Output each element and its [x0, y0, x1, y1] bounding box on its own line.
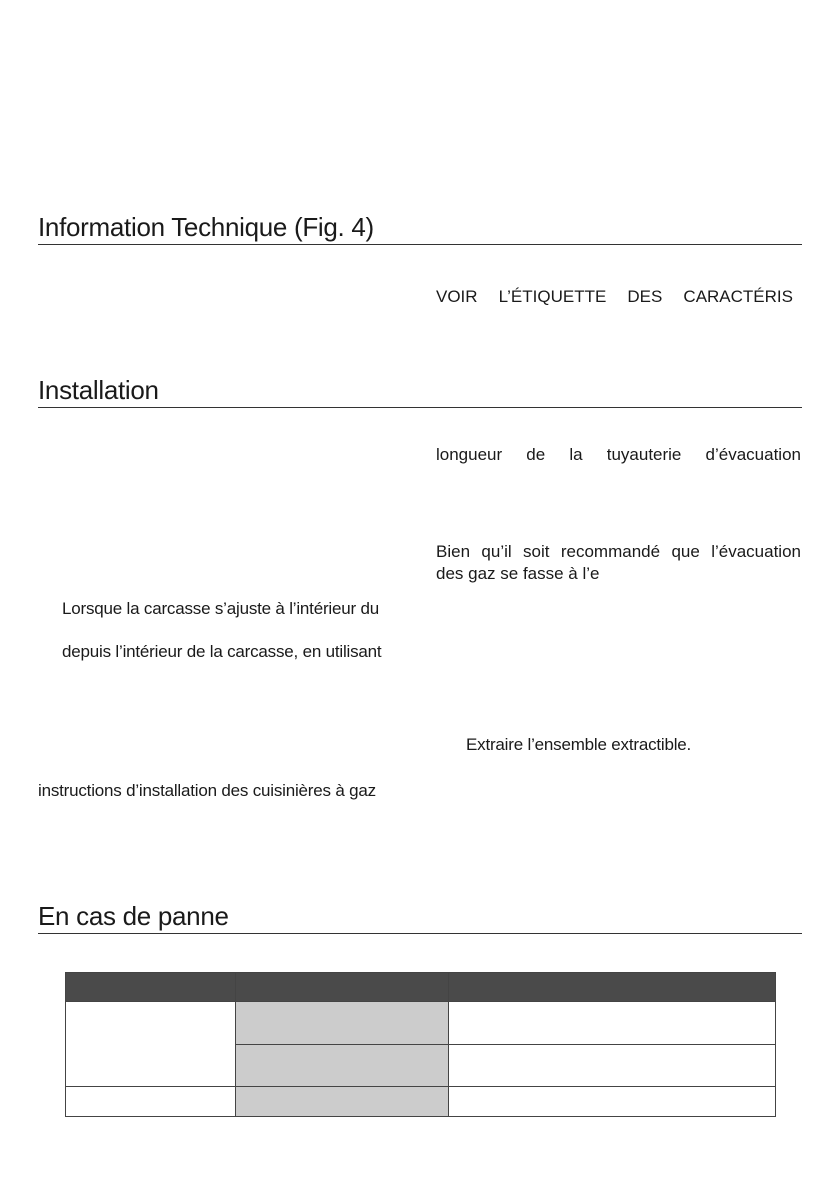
section-heading-fault: En cas de panne — [38, 901, 802, 934]
cause-cell — [236, 1045, 449, 1087]
paragraph-line: Bien qu’il soit recommandé que l’évacuation — [436, 542, 801, 561]
header-cell-problem — [66, 973, 236, 1002]
problem-cell — [66, 1002, 236, 1087]
solution-cell — [449, 1045, 776, 1087]
installation-right-line-2: Extraire l’ensemble extractible. — [466, 735, 692, 754]
solution-cell — [449, 1087, 776, 1117]
cause-cell — [236, 1087, 449, 1117]
installation-left-line-3: instructions d’installation des cuisinières à gaz — [38, 781, 376, 800]
section-heading-installation: Installation — [38, 375, 802, 408]
cause-cell — [236, 1002, 449, 1045]
fault-table — [65, 972, 776, 1117]
section-heading-technical: Information Technique (Fig. 4) — [38, 212, 802, 245]
table-row — [66, 1087, 776, 1117]
installation-right-line-1: longueur de la tuyauterie d’évacuation — [436, 445, 801, 464]
header-cell-solution — [449, 973, 776, 1002]
installation-right-paragraph — [436, 541, 801, 585]
label-reference-text: VOIR L’ÉTIQUETTE DES CARACTÉRIS — [436, 287, 793, 306]
paragraph-line: des gaz se fasse à l’e — [436, 564, 600, 583]
header-cell-cause — [236, 973, 449, 1002]
installation-left-line-2: depuis l’intérieur de la carcasse, en utilisant — [62, 642, 382, 661]
table-header-row — [66, 973, 776, 1002]
installation-left-line-1: Lorsque la carcasse s’ajuste à l’intérieur du — [62, 599, 380, 618]
problem-cell — [66, 1087, 236, 1117]
solution-cell — [449, 1002, 776, 1045]
table-row — [66, 1002, 776, 1045]
